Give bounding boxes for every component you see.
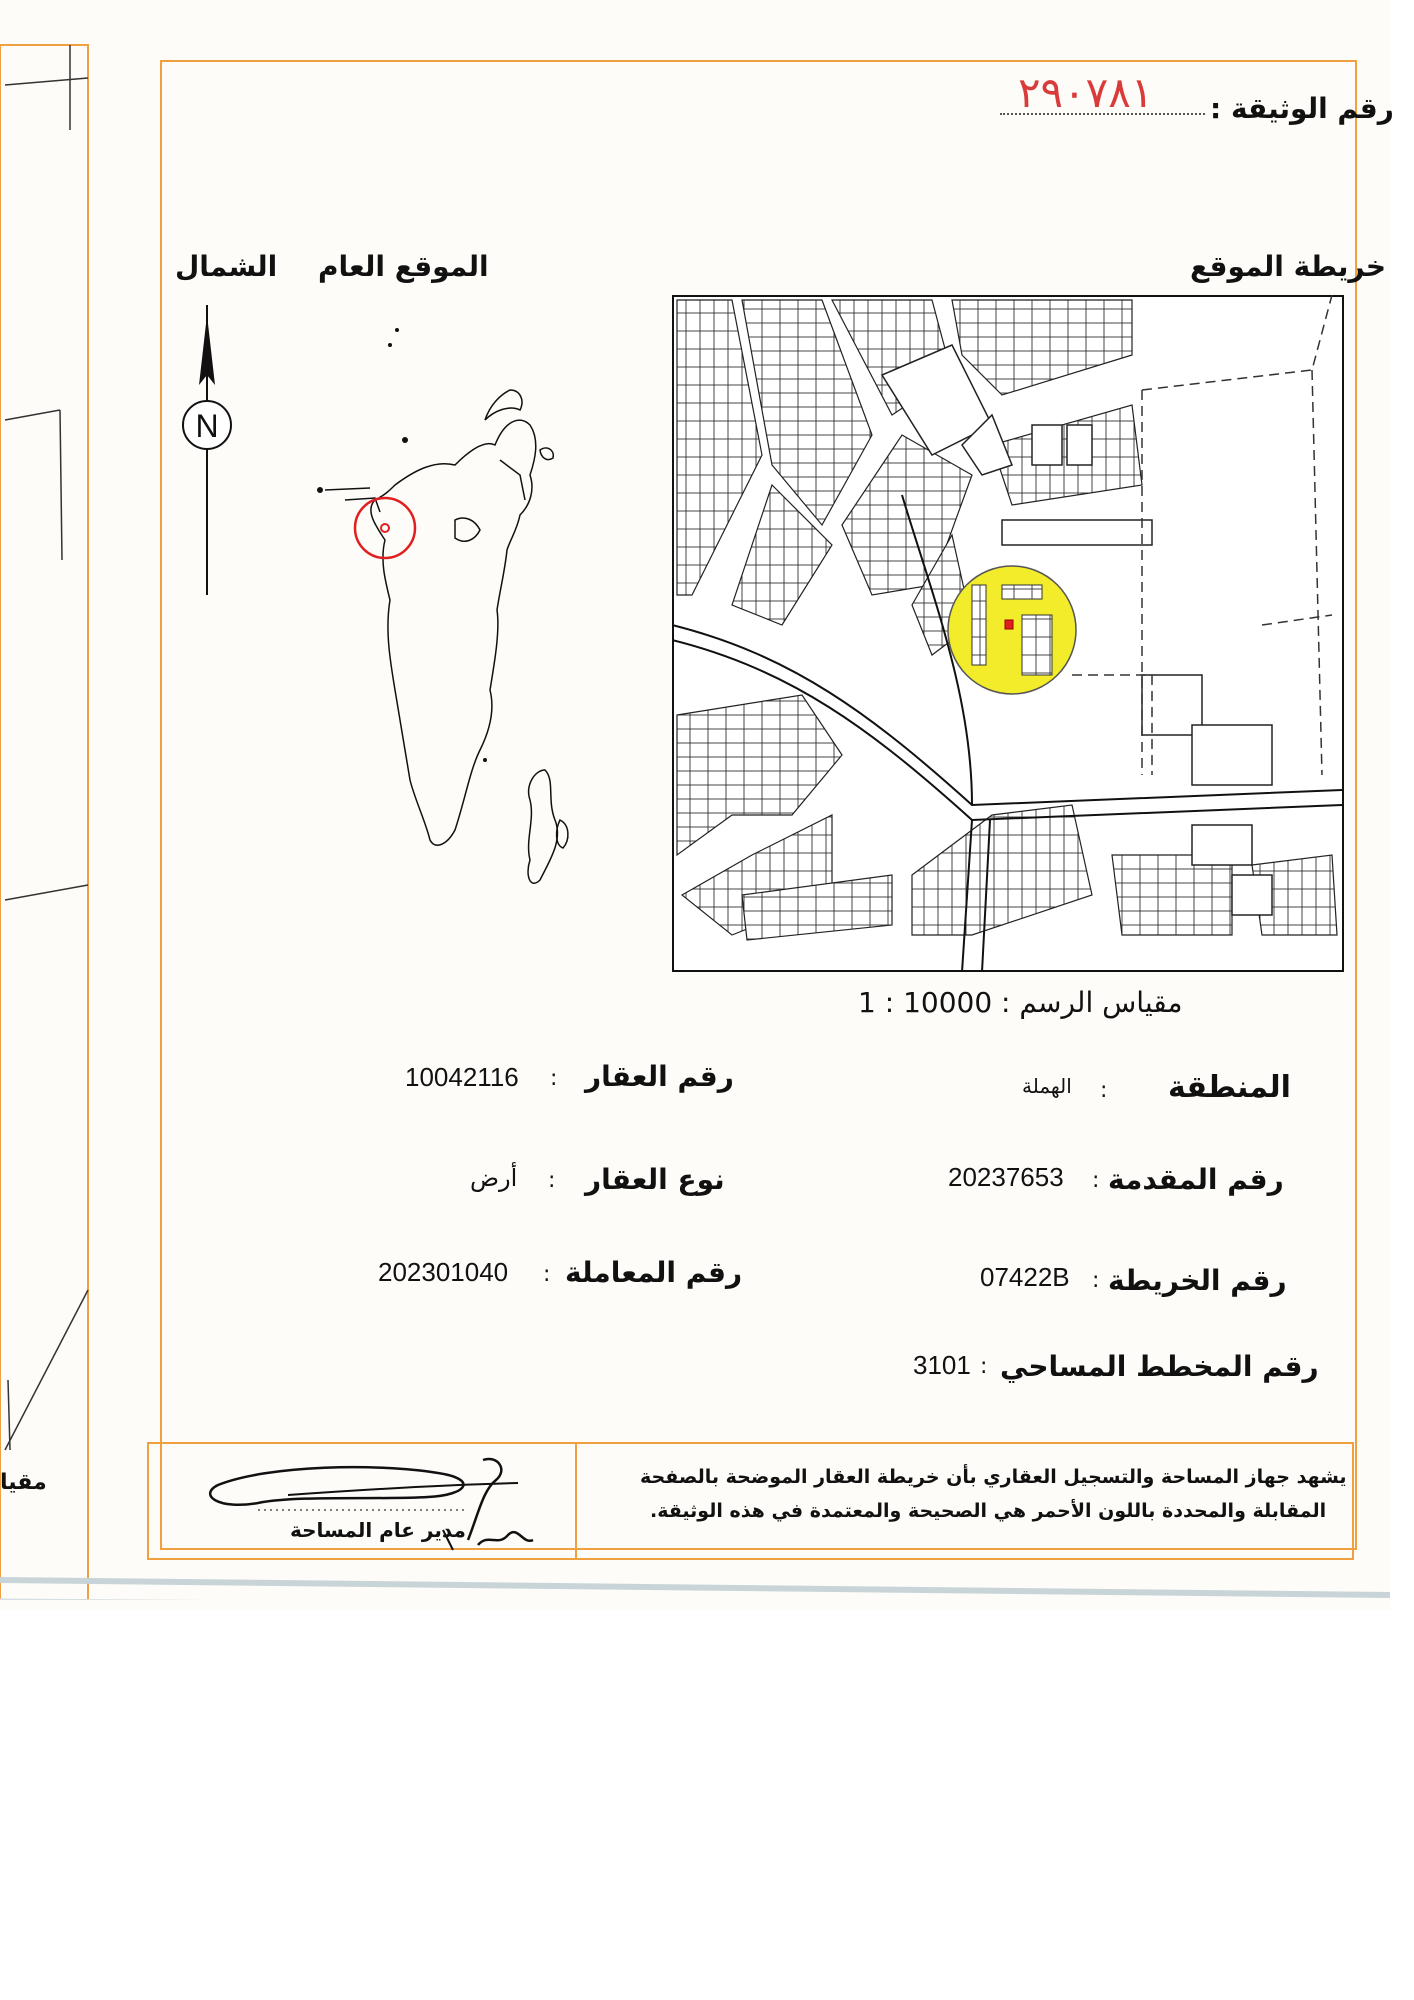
document-number-handwritten: ٢٩٠٧٨١: [1018, 68, 1154, 117]
certification-line-2: المقابلة والمحددة باللون الأحمر هي الصحيحة والمعتمدة في هذه الوثيقة.: [650, 1500, 1327, 1522]
transaction-number-separator: :: [543, 1262, 551, 1287]
region-value: الهملة: [1022, 1074, 1072, 1098]
property-number-label: رقم العقار: [585, 1060, 734, 1093]
signer-title: مدير عام المساحة: [290, 1518, 466, 1542]
application-number-label: رقم المقدمة: [1108, 1163, 1284, 1196]
adjacent-page-text-fragment: مقيا: [0, 1470, 47, 1495]
map-number-label: رقم الخريطة: [1108, 1264, 1287, 1297]
map-number-separator: :: [1092, 1268, 1100, 1293]
site-location-map: [672, 295, 1344, 972]
document-number-dotted-line: [1000, 113, 1205, 115]
region-label: المنطقة: [1168, 1070, 1291, 1105]
transaction-number-label: رقم المعاملة: [565, 1256, 743, 1289]
survey-plan-number-value: 3101: [913, 1350, 971, 1380]
property-type-value: أرض: [470, 1164, 518, 1192]
general-location-map: [285, 300, 605, 930]
survey-plan-number-separator: :: [980, 1354, 988, 1379]
property-type-label: نوع العقار: [585, 1163, 725, 1196]
document-number-label: رقم الوثيقة :: [1210, 92, 1394, 125]
property-number-value: 10042116: [405, 1062, 519, 1092]
application-number-separator: :: [1092, 1168, 1100, 1193]
general-location-title: الموقع العام: [318, 250, 489, 283]
property-number-separator: :: [550, 1066, 558, 1091]
certification-divider: [575, 1442, 577, 1560]
north-title: الشمال: [175, 250, 278, 283]
application-number-value: 20237653: [948, 1162, 1064, 1192]
north-arrow-icon: [175, 305, 240, 605]
map-number-value: 07422B: [980, 1262, 1070, 1292]
site-map-title: خريطة الموقع: [1190, 250, 1387, 283]
survey-plan-number-label: رقم المخطط المساحي: [1000, 1350, 1319, 1383]
transaction-number-value: 202301040: [378, 1257, 509, 1287]
map-scale: مقياس الرسم : 10000 : 1: [858, 986, 1183, 1019]
certification-line-1: يشهد جهاز المساحة والتسجيل العقاري بأن خريطة العقار الموضحة بالصفحة: [640, 1466, 1347, 1488]
north-letter: N: [195, 408, 219, 444]
region-separator: :: [1100, 1078, 1108, 1103]
property-type-separator: :: [548, 1168, 556, 1193]
